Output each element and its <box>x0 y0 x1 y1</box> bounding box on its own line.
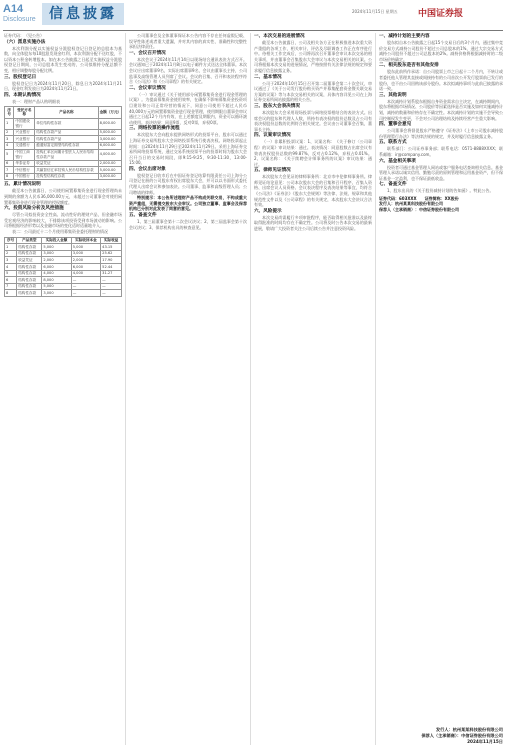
table-row <box>5 283 122 290</box>
column-3 <box>254 33 372 745</box>
table-cell: 2 <box>5 250 17 257</box>
table-cell: 华泰证券 <box>14 160 35 167</box>
table-cell: 中信银行 <box>14 167 35 174</box>
table-cell: 3 <box>5 136 14 143</box>
table-header-cell: 产品名称 <box>35 107 98 118</box>
table-cell: 结构性存款 <box>17 277 42 284</box>
fund-body: 投资者可通过基金管理人网站或客户服务电话查询相关信息。基金管理人承诺以诚实信用、勤勉尽责的原则管理和运用基金资产，但不保证基金一定盈利，也不保证最低收益。 <box>379 164 503 181</box>
table-cell: 共赢智信汇率挂钩人民币结构性存款 <box>35 167 98 174</box>
board-intro: 公司董事会及全体董事保证本公告内容不存在任何虚假记载、误导性陈述或者重大遗漏，并对其内容的真实性、准确性和完整性承担法律责任。 <box>129 33 247 50</box>
table-cell: 结构性存款 <box>17 290 42 297</box>
heading-commit: 二、相关股东是否有其他安排 <box>379 63 439 69</box>
heading-risk: 六、投资风险分析及风控措施 <box>4 206 64 212</box>
table-header-cell: 产品类型 <box>17 237 42 244</box>
table-cell: 5,000.00 <box>98 129 121 136</box>
table1-caption: 表一：理财产品认购明细表 <box>12 98 60 104</box>
table-row <box>5 160 122 167</box>
table-cell: 3,000.00 <box>98 136 121 143</box>
table-cell: 3,000 <box>71 250 100 257</box>
header-rule <box>3 30 503 31</box>
column-divider <box>125 33 126 745</box>
docs2-body: 1、股东出具的《关于股份减持计划的告知函》。特此公告。 <box>387 188 494 194</box>
signature-date: 2024年11月15日 <box>467 739 503 744</box>
table-cell: 17.90 <box>101 257 122 264</box>
table-cell: 8 <box>5 290 17 297</box>
table-cell: 8,000.00 <box>98 118 121 129</box>
register-body: 股权登记日为2024年11月20日，除息日为2024年11月21日，现金红利发放日为2024年11月21日。 <box>4 80 122 92</box>
table-cell: 挂钩型结构性存款 <box>35 173 98 180</box>
table-cell: 8,000 <box>42 277 71 284</box>
table-cell: 5,000 <box>71 244 100 251</box>
table-header-cell: 金额（万元） <box>98 107 121 118</box>
heading-review: 二、会议审议情况 <box>129 85 166 91</box>
attend-body: 股权登记日收市后在中国证券登记结算有限责任公司上海分公司登记在册的公司股东有权出席股东大会，并可以以书面形式委托代理人出席会议和参加表决。公司董事、监事和高级管理人员；公司聘请的律师。 <box>129 172 247 195</box>
table-cell: 中国建设银行 <box>14 118 35 129</box>
table-cell: 结构性存款 <box>17 270 42 277</box>
footer-line3: 保荐人（主承销商）：中信证券股份有限公司 <box>379 207 459 213</box>
table-cell: — <box>101 290 122 297</box>
heading-progress: 一、本次交易的进展情况 <box>254 34 305 39</box>
column-2 <box>129 33 247 745</box>
column-4 <box>379 33 503 723</box>
table-cell: 蕴通财富定期型结构性存款 <box>35 142 98 149</box>
commit-body: 股东此前所作承诺：自公司股票上市之日起十二个月内，不转让或者委托他人管理其直接或间接持有的公司首次公开发行股票前已发行的股份，也不由公司回购该部分股份。本次拟减持事项与此前已披露的承诺一致。 <box>379 69 503 92</box>
progress-body: 截至本公告披露日，公司及相关各方正在积极推进本次重大资产重组的各项工作，相关审计、评估及尽职调查工作正在有序进行中。待相关工作完成后，公司将再次召开董事会审议本次交易的相关事项，并由董事会召集股东大会审议与本次交易相关的议案。公司将根据本次交易的进展情况，严格按照有关法律法规的规定和要求履行信息披露义务。 <box>254 40 372 73</box>
table-row <box>5 270 122 277</box>
table-cell: 2,000.00 <box>98 160 121 167</box>
table-row <box>5 257 122 264</box>
table-cell: 7 <box>5 167 14 174</box>
table-cell: 5 <box>5 270 17 277</box>
table-row <box>5 264 122 271</box>
heading-attend: 四、会议出席对象 <box>129 166 166 172</box>
table-cell: 5 <box>5 149 14 160</box>
issuer-signature: 发行人：杭州某某科技股份有限公司 <box>435 727 503 732</box>
table-cell: 结构性存款 <box>17 264 42 271</box>
table-row <box>5 118 122 129</box>
sponsor-signature: 保荐人（主承销商）：中信证券股份有限公司 <box>421 733 503 738</box>
basic-body: 公司于2024年10月15日召开第二届董事会第二十次会议，审议通过了《关于公司发行股份购买资产并募集配套资金暨关联交易方案的议案》等与本次交易相关的议案，具体内容详见公司在上海证券交易所网站披露的相关公告。 <box>254 80 372 103</box>
table-cell: 结构性存款产品 <box>35 136 98 143</box>
table-cell: 31.27 <box>101 270 122 277</box>
heading-voting: 三、股东大会表决情况 <box>254 103 300 109</box>
table-header-cell: 实际投入金额 <box>42 237 71 244</box>
table-cell: 4,000 <box>42 270 71 277</box>
page-header <box>0 0 506 30</box>
table-row <box>5 244 122 251</box>
heading-summary: 五、累计情况说明 <box>4 182 41 188</box>
table-row <box>5 167 122 174</box>
table-cell: 挂钩汇率区间累计型法人人民币结构性存款产品 <box>35 149 98 160</box>
table-cell: 单位结构性存款 <box>35 118 98 129</box>
table-row <box>5 149 122 160</box>
table-header-cell: 实际收益 <box>101 237 122 244</box>
table-cell: 7 <box>5 283 17 290</box>
table-cell: 交通银行 <box>14 142 35 149</box>
newspaper-brand: 中国证券报 <box>418 9 464 19</box>
heading-plan: 一、减持计划的主要内容 <box>379 34 430 39</box>
table-cell: — <box>101 277 122 284</box>
table-row <box>5 136 122 143</box>
table-cell: 结构性存款产品 <box>35 129 98 136</box>
table-cell: — <box>71 283 100 290</box>
table-cell: 5,000 <box>42 283 71 290</box>
table-cell: 2 <box>5 129 14 136</box>
page-number: A14 <box>3 3 24 15</box>
table-row <box>5 250 122 257</box>
table-cell: 5,000 <box>42 244 71 251</box>
network-body: 本次股东大会向股东提供网络形式的投票平台，股东可以通过上海证券交易所股东大会网络投票系统行使表决权。网络投票起止时间：自2024年11月29日至2024年11月29日。采用上海证券交易所网络投票系统，通过交易系统投票平台的投票时间为股东大会召开当日的交易时间段，即9:15-9:25，9:30-11:30，13:00-15:00。 <box>129 132 247 166</box>
table-cell: 1 <box>5 118 14 129</box>
table-cell: 6,000.00 <box>98 142 121 149</box>
meeting-body: 本次会议于2024年11月14日以现场结合通讯表决方式召开。会议通知已于2024年11月8日以电子邮件方式送达全体董事。本次会议应出席董事9名，实际出席董事9名，会议由董事长主持，公司监事及高级管理人员列席了会议。会议的召集、召开和表决程序符合《公司法》和《公司章程》的有关规定。 <box>129 56 247 85</box>
heading-lawyer: 五、律师见证情况 <box>254 168 291 174</box>
table-row <box>5 142 122 149</box>
table-cell: 收益凭证 <box>17 257 42 264</box>
history-table <box>4 237 122 297</box>
voting-body: 本次股东大会采用现场投票与网络投票相结合的表决方式。出席会议的股东和代理人人数，所持有表决权的股份总数及占公司有表决权股份总数的比例符合相关规定。会议由公司董事会召集，董事长主持。 <box>254 109 372 132</box>
footer-line2: 发行人：杭州某某科技股份有限公司 <box>379 201 443 207</box>
table-row <box>5 277 122 284</box>
table-cell: 3,000.00 <box>98 173 121 180</box>
table-cell: 8 <box>5 173 14 180</box>
table-row <box>5 129 122 136</box>
table-cell: 2,000 <box>71 257 100 264</box>
contact-body: 联系部门：公司证券事务部；联系电话：0571-8888XXXX；联系邮箱：ir@company.com。 <box>379 146 503 157</box>
lawyer-body: 本次股东大会见证的律师事务所：北京市中伦律师事务所。律师见证结论意见：公司本次股东大会的召集和召开程序、召集人资格、出席会议人员资格、会议表决程序及表决结果等事宜，均符合《公司法》《证券法》《股东大会规则》等法律、法规、规章和其他规范性文件以及《公司章程》的有关规定，本次股东大会决议合法有效。 <box>254 174 372 208</box>
column-divider <box>375 33 376 745</box>
section-title: 信息披露 <box>42 3 124 25</box>
table-header-row <box>5 237 122 244</box>
column-1 <box>4 33 122 745</box>
board-body: 公司董事会将督促股东严格遵守《证券法》《上市公司股东减持股份管理暂行办法》等法律法规的规定，并及时履行信息披露义务。 <box>379 128 503 139</box>
heading-table1: 四、本期认购情况 <box>4 92 41 98</box>
table-cell: 3,000 <box>42 290 71 297</box>
heading-network: 三、网络投票的操作流程 <box>129 126 180 132</box>
plan-body: 股东拟自本公告披露之日起15个交易日后的3个月内，通过集中竞价交易方式减持公司股份不超过公司总股本的1%，通过大宗交易方式减持公司股份不超过公司总股本的2%。减持价格将根据减持时的二级市场价格确定。 <box>379 40 503 62</box>
other-body: 本次减持计划系股东根据自身资金需求自主决定，在减持期间内，股东将根据市场情况、公司股价等因素选择是否实施及如何实施减持计划，减持的数量和价格存在不确定性。本次减持计划的实施不会导致公司控制权发生变更，不会对公司治理结构及持续经营产生重大影响。 <box>379 98 503 121</box>
heading-docs2: 七、备查文件 <box>379 182 407 188</box>
summary-body: 截至本公告披露日，公司使用闲置募集资金进行现金管理尚未到期的余额为人民币36,000.00万元，未超过公司董事会对使用闲置募集资金进行现金管理的授权额度。 <box>4 188 122 205</box>
table-cell: 兴业银行 <box>14 129 35 136</box>
table-cell: 52.44 <box>101 264 122 271</box>
table-cell: 4 <box>5 264 17 271</box>
table-cell: 1 <box>5 244 17 251</box>
heading-dividend: （六）派息实施办法 <box>4 39 46 45</box>
heading-contact: 五、联系方式 <box>379 140 407 146</box>
lead-notice: 证券代码：（见公告） <box>4 33 44 38</box>
table-header-cell: 序号 <box>5 107 14 118</box>
table-cell: 4,000.00 <box>98 149 121 160</box>
heading-register: 三、股权登记日 <box>4 74 37 80</box>
heading-fund: 六、基金相关事项 <box>379 158 416 164</box>
table-cell: 6,000 <box>42 264 71 271</box>
table-cell: 2,000 <box>42 257 71 264</box>
table-row <box>5 290 122 297</box>
issue-date: 2024年11月15日 星期五 <box>352 9 398 14</box>
heading-meeting: 一、会议召开情况 <box>129 50 166 56</box>
risk-body: 尽管公司拟投资安全性高、流动性好的理财产品，但金融市场受宏观经济的影响较大，不排除该项投资受到市场波动的影响。公司将根据经济形势以及金融市场的变化适时适量地介入。 <box>4 212 122 229</box>
table-row <box>5 173 122 180</box>
heading-docs: 五、备查文件 <box>129 213 157 219</box>
table-cell: 收益凭证 <box>35 160 98 167</box>
signature-block <box>387 727 503 745</box>
risk2-body: 本次交易尚需履行多项审批程序，能否取得相关批准以及最终取得批准的时间均存在不确定性。公司将及时公告本次交易的最新进展，敬请广大投资者关注公司后续公告并注意投资风险。 <box>254 214 372 232</box>
table-cell: 6,000 <box>71 264 100 271</box>
table-header-cell: 实际收回本金 <box>71 237 100 244</box>
table-cell: 3,000 <box>42 250 71 257</box>
table-cell: 结构性存款 <box>17 244 42 251</box>
table-cell: — <box>101 283 122 290</box>
table-cell: 中国银行 <box>14 173 35 180</box>
subscription-table <box>4 106 122 180</box>
table-cell: 25.62 <box>101 250 122 257</box>
table-cell: 4,000 <box>71 270 100 277</box>
table-header-row <box>5 107 122 118</box>
table-cell: 3 <box>5 257 17 264</box>
table-cell: 结构性存款 <box>17 250 42 257</box>
table-cell: 结构性存款 <box>17 283 42 290</box>
heading-risk2: 六、风险提示 <box>254 208 282 214</box>
table-header-cell: 受托方名称 <box>14 107 35 118</box>
table-cell: 43.15 <box>101 244 122 251</box>
table-header-cell: 序号 <box>5 237 17 244</box>
dividend-body: 本次利润分配以实施权益分派股权登记日登记的总股本为基数，向全体股东每10股派发现金红利，本次利润分配不送红股，不以资本公积金转增股本。如在本公告披露之日起至实施权益分派股权登记日期间，公司总股本发生变动的，公司拟维持分配总额不变，相应调整每股分配比例。 <box>4 45 122 73</box>
table-cell: 兴业银行 <box>14 136 35 143</box>
bold-notice: 特别提示：本公告所述理财产品不构成关联交易，不构成重大资产重组，无需提交股东大会审议。公司独立董事、监事会及保荐机构已分别对此发表了同意的意见。 <box>129 195 247 212</box>
table-cell: — <box>71 277 100 284</box>
footer-line1: 证券代码：603XXX 证券简称：XX股份 <box>379 195 459 201</box>
table-cell: 5,000.00 <box>98 167 121 174</box>
table-cell: 6 <box>5 160 14 167</box>
table-cell: 6 <box>5 277 17 284</box>
docs-body: 1、第三届董事会第十二次会议决议；2、第三届监事会第十次会议决议；3、保荐机构出具的核查意见。 <box>129 219 247 230</box>
heading-board: 四、董事会意见 <box>379 122 412 128</box>
review-body: （一）审议通过《关于使用部分闲置募集资金进行现金管理的议案》。为提高募集资金使用效率，在确保不影响募集资金投资项目建设和公司正常经营的情况下，同意公司使用不超过人民币40,000万元的闲置募集资金进行现金管理，使用期限自董事会审议通过之日起12个月内有效，在上述额度及期限内，资金可以循环滚动使用。表决结果：同意9票，反对0票，弃权0票。 <box>129 91 247 125</box>
result-body: （一）非累积投票议案：1、议案名称：《关于修订〈公司章程〉的议案》审议结果：通过。表决情况：同意股数占出席会议有效表决权股份总数的99.87%，反对占0.12%，弃权占0.01%。2、议案名称：《关于续聘会计师事务所的议案》审议结果：通过。 <box>254 139 372 167</box>
table2-caption: 表二：公司最近十二个月使用募集资金委托理财的情况 <box>12 229 108 235</box>
column-divider <box>250 33 251 745</box>
heading-basic: 二、基本情况 <box>254 74 282 80</box>
table-cell: 4 <box>5 142 14 149</box>
heading-result: 四、议案审议情况 <box>254 133 291 139</box>
table-cell: 中国工商银行 <box>14 149 35 160</box>
heading-other: 三、其他说明 <box>379 92 407 98</box>
table-cell: — <box>71 290 100 297</box>
page-label-en: Disclosure <box>3 16 36 23</box>
